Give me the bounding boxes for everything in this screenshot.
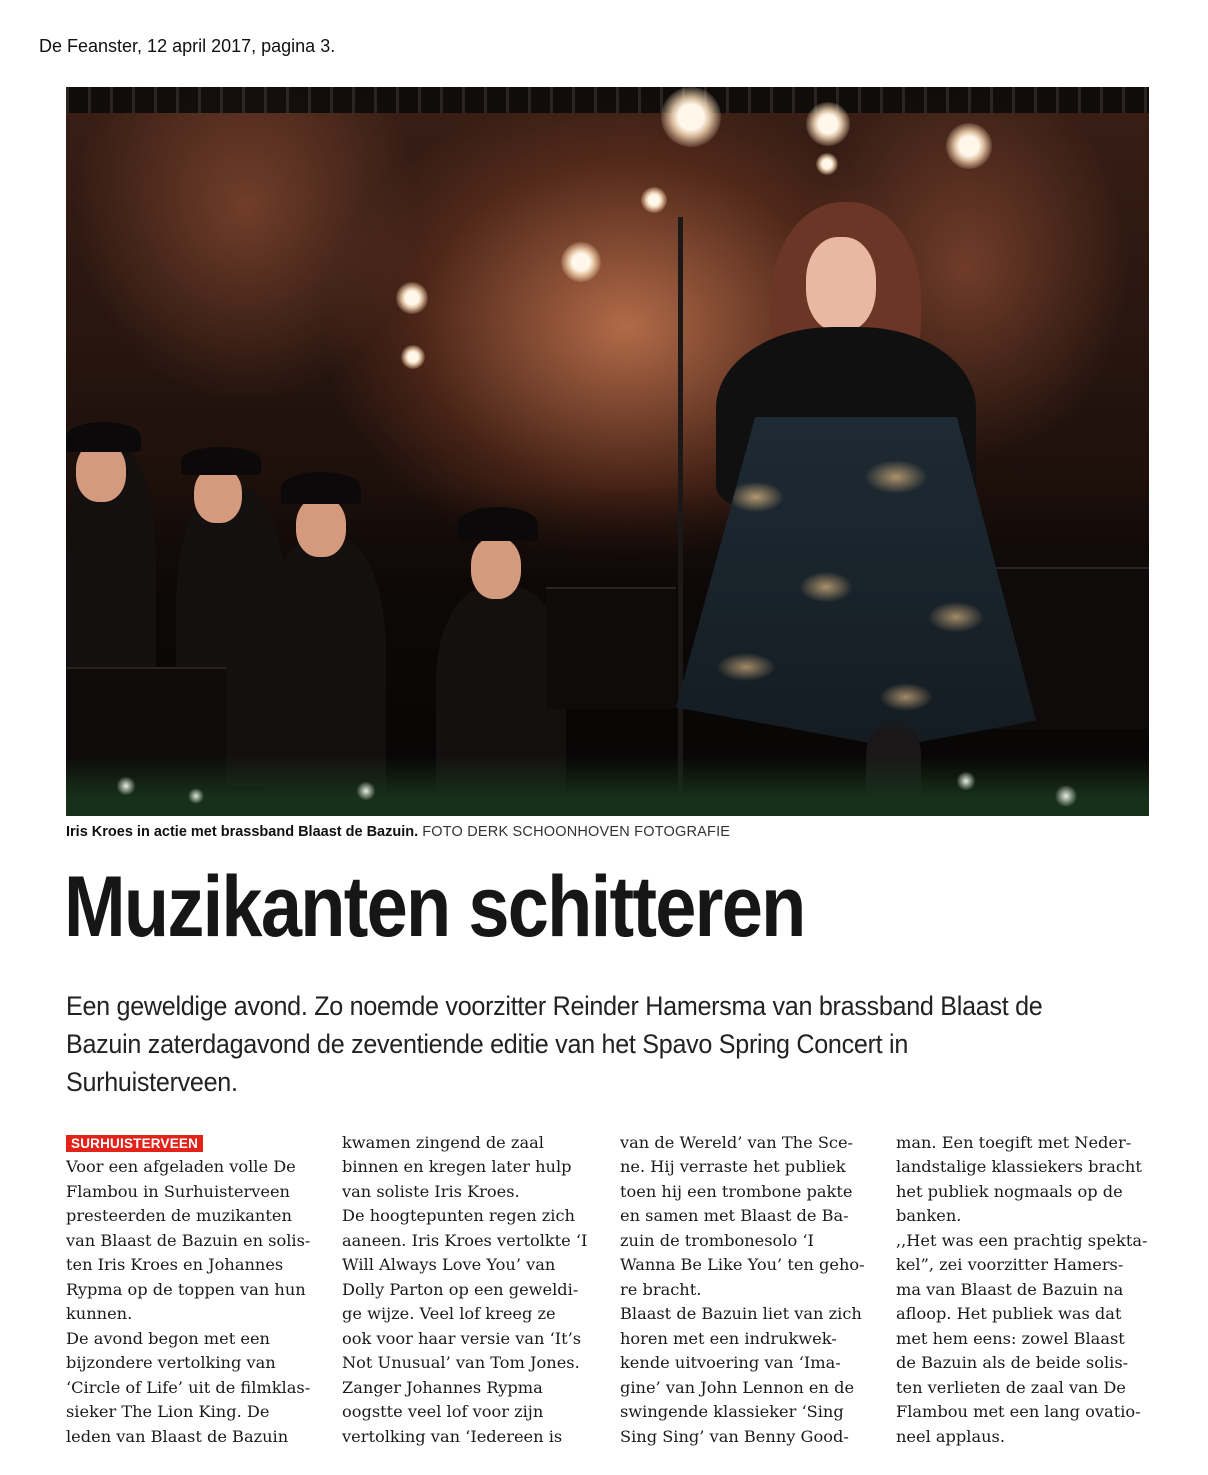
photo-credit: FOTO DERK SCHOONHOVEN FOTOGRAFIE <box>422 824 731 840</box>
singer-face <box>806 237 876 332</box>
spotlight <box>641 187 667 213</box>
spotlight <box>401 345 425 369</box>
spotlight <box>946 123 992 169</box>
source-line: De Feanster, 12 april 2017, pagina 3. <box>39 36 336 56</box>
photo-caption <box>66 824 730 840</box>
spotlight <box>561 242 601 282</box>
musician-hat <box>458 507 538 541</box>
headline: Muzikanten schitteren <box>64 859 805 955</box>
spotlight <box>816 153 838 175</box>
column-text: van de Wereld’ van The Sce- ne. Hij verraste het publiek toen hij een trombone pakte en samen met Blaast de Ba- zuin de trombonesolo ‘I Wanna Be Like You’ ten geho- re bracht. Blaast de Bazuin liet van zich horen met een indrukwek- kende uitvoering van ‘Ima- gine’ van John Lennon en de swingende klassieker ‘Sing Sing Sing’ van Benny Good- <box>620 1132 865 1446</box>
column-text: man. Een toegift met Neder- landstalige klassiekers bracht het publiek nogmaals op de banken. ,,Het was een prachtig spekta- kel”, zei voorzitter Hamers- ma van Blaast de Bazuin na afloop. Het publiek was dat met hem eens: zowel Blaast de Bazuin als de beide solis- ten verlieten de zaal van De Flambou met een lang ovatio- neel applaus. <box>896 1132 1148 1446</box>
article-column-3 <box>620 1106 882 1474</box>
column-text: Voor een afgeladen volle De Flambou in Surhuisterveen presteerden de muzikanten van Blaast de Bazuin en solis- ten Iris Kroes en Johannes Rypma op de toppen van hun kunnen. De avond begon met een bijzondere vertolking van ‘Circle of Life’ uit de filmklas- sieker The Lion King. De leden van Blaast de Bazuin <box>66 1157 311 1446</box>
spotlight <box>806 102 850 146</box>
musician-face <box>194 467 242 523</box>
spotlight <box>396 282 428 314</box>
musician-face <box>471 537 521 599</box>
article-column-4 <box>896 1106 1158 1474</box>
musician-hat <box>66 422 141 452</box>
musician-hat <box>181 447 261 475</box>
dateline-badge: SURHUISTERVEEN <box>66 1135 203 1152</box>
musician-face <box>296 497 346 557</box>
stage-flowers <box>66 756 1149 816</box>
spotlight <box>661 87 721 147</box>
musician-hat <box>281 472 361 504</box>
column-text: kwamen zingend de zaal binnen en kregen later hulp van soliste Iris Kroes. De hoogtepunten regen zich aaneen. Iris Kroes vertolkte ‘I Will Always Love You’ van Dolly Parton op een geweldi- ge wijze. Veel lof kreeg ze ook voor haar versie van ‘It’s Not Unusual’ van Tom Jones. Zanger Johannes Rypma oogstte veel lof voor zijn vertolking van ‘Iedereen is <box>342 1132 588 1446</box>
intro-paragraph: Een geweldige avond. Zo noemde voorzitter Reinder Hamersma van brassband Blaast de Bazuin zaterdagavond de zeventiende editie van het Spavo Spring Concert in Surhuisterveen. <box>66 991 1043 1097</box>
caption-text: Iris Kroes in actie met brassband Blaast de Bazuin. <box>66 824 419 840</box>
stage-truss <box>66 87 1149 113</box>
article-column-2 <box>342 1106 604 1474</box>
microphone-stand <box>678 217 683 816</box>
article-column-1 <box>66 1106 328 1474</box>
music-stand <box>546 587 676 709</box>
concert-stage-photo <box>66 87 1149 816</box>
